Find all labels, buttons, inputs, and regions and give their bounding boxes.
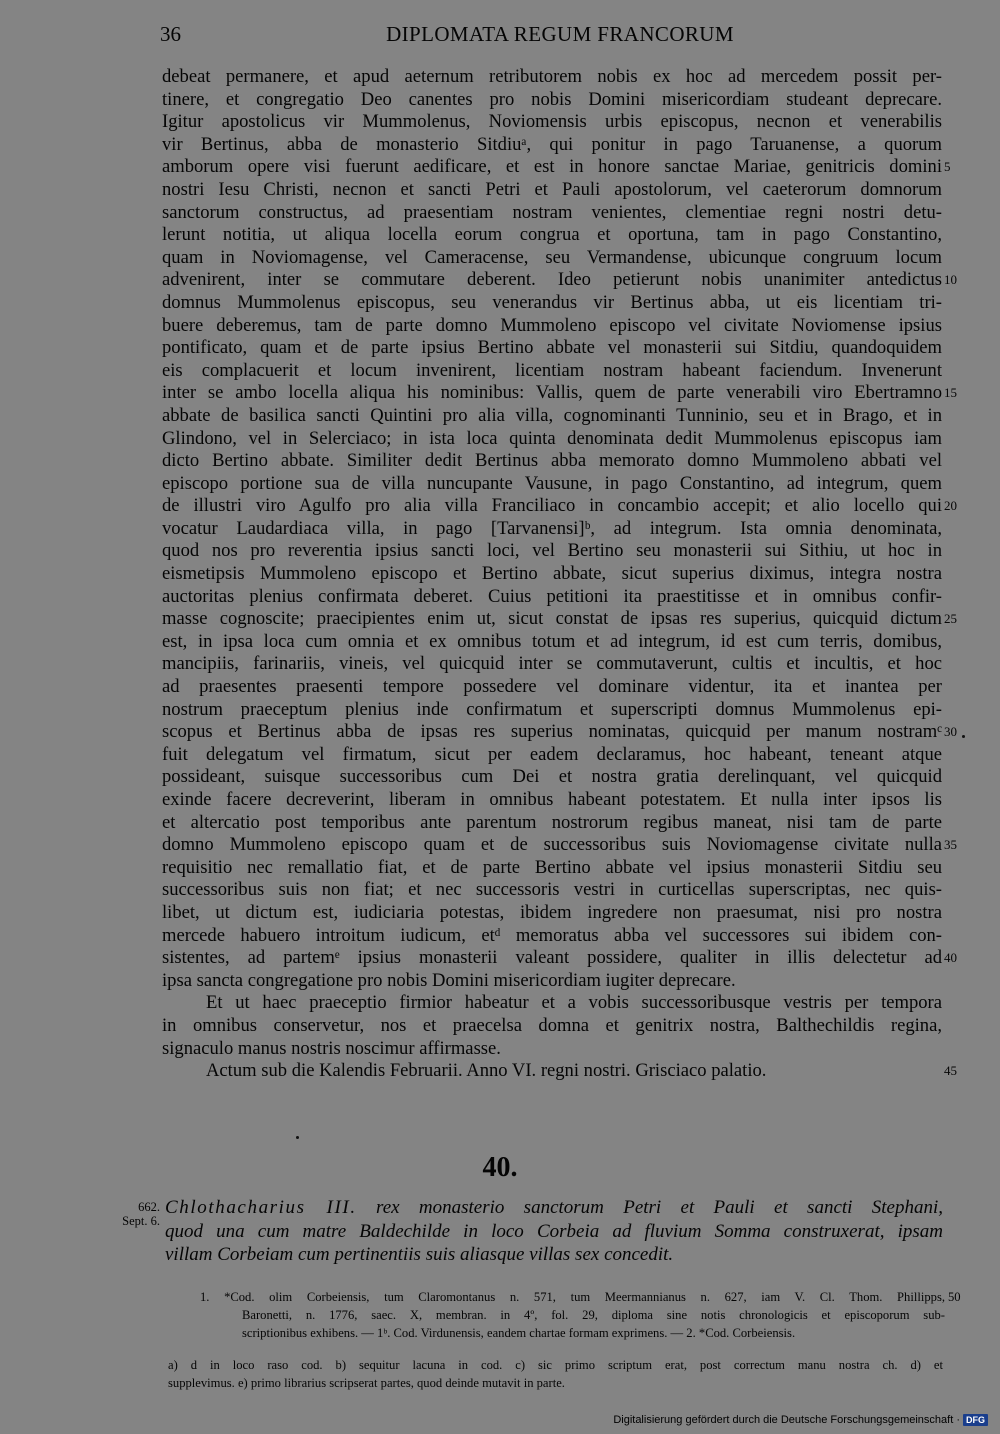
text-line: possideant, suisque successoribus cum Dei et nostra gratia derelinquant, vel quicquid (162, 766, 942, 788)
footer-text: Digitalisierung gefördert durch die Deutsche Forschungsgemeinschaft · (613, 1414, 960, 1426)
text-line: sistentes, ad partemᵉ ipsius monasterii valeant possidere, qualiter in illis delectetur ad (162, 947, 942, 969)
text-line: dicto Bertino abbate. Similiter dedit Bertinus abba memorato domno Mummoleno abbati vel (162, 450, 942, 472)
regest-line: quod una cum matre Baldechilde in loco Corbeia ad fluvium Somma construxerat, ipsam (165, 1220, 943, 1242)
text-line: libet, ut dictum est, iudiciaria potestas, ibidem ingredere non praesumat, nisi pro nostra (162, 901, 942, 923)
text-line: masse cognoscite; praecipientes enim ut, sicut constat de ipsas res superius, quicquid dictum (162, 608, 942, 630)
line-number: 45 (944, 1063, 957, 1079)
text-line: domno Mummoleno episcopo quam et de successoribus suis Noviomagense civitate nulla (162, 834, 942, 856)
text-line: Glindono, vel in Selerciaco; in ista loca quinta denominata dedit Mummolenus episcopus iam (162, 427, 942, 449)
line-number: 50 (948, 1290, 961, 1304)
text-line: pontificato, quam et de parte ipsius Bertino abbate vel monasterii sui Sitdiu, quandoquidem (162, 337, 942, 359)
text-line: exinde facere decreverint, liberam in omnibus habeant potestatem. Et nulla inter ipsos lis (162, 789, 942, 810)
text-line: signaculo manus nostris noscimur affirmasse. (162, 1037, 501, 1059)
regest-text: rex monasterio sanctorum Petri et Pauli et sancti Stephani, (356, 1197, 943, 1218)
text-line: auctoritas plenius confirmata deberet. Cuius petitioni ita praestitisse et in omnibus confir- (162, 585, 942, 607)
text-line: advenirent, inter se commutare deberent. Ideo petierunt nobis unanimiter antedictus (162, 269, 942, 291)
text-line: buere deberemus, tam de parte domno Mummoleno episcopo vel civitate Noviomense ipsius (162, 314, 942, 336)
text-line: ipsa sancta congregatione pro nobis Domini misericordiam iugiter deprecare. (162, 969, 736, 991)
text-line: successoribus suis non fiat; et nec successoris vestri in curticellas superscriptas, nec quis- (162, 879, 942, 901)
line-number: 40 (944, 950, 957, 966)
text-line: eismetipsis Mummoleno episcopo et Bertino abbate, sicut superius diximus, integra nostra (162, 563, 942, 585)
text-line: est, in ipsa loca cum omnia et ex omnibus totum et ad integrum, id est cum terris, domibus, (162, 630, 942, 652)
text-line: nostri Iesu Christi, necnon et sancti Petri et Pauli apostolorum, vel caeterorum domnorum (162, 178, 942, 200)
text-line: mercede habuero introitum iudicum, etᵈ memoratus abba vel successores sui ibidem con- (162, 924, 942, 946)
source-apparatus (200, 1288, 945, 1342)
text-line: lerunt notitia, ut aliqua locella eorum congrua et oportuna, tam in pago Constantino, (162, 224, 942, 246)
regest-line (165, 1196, 943, 1220)
date-margin (108, 1200, 160, 1228)
text-line: amborum opere visi fuerunt aedificare, et est in honore sanctae Mariae, genitricis domini (162, 156, 942, 178)
text-line: abbate de basilica sancti Quintini pro alia villa, cognominanti Tunninio, seu et in Brago, et in (162, 404, 942, 426)
text-line: eis complacuerit et locum invenirent, licentiam nostram habeant faciendum. Invenerunt (162, 359, 942, 381)
line-number: 15 (944, 385, 957, 401)
note-line: supplevimus. e) primo librarius scripserat partes, quod deinde mutavit in parte. (168, 1376, 565, 1390)
source-line: scriptionibus exhibens. — 1ᵇ. Cod. Virdunensis, eandem chartae formam exprimens. — 2. *Cod. Corbeiensis. (242, 1326, 796, 1340)
regest-line: villam Corbeiam cum pertinentiis suis aliasque villas sex concedit. (165, 1244, 674, 1265)
date-year: 662. (138, 1200, 160, 1214)
text-line: Igitur apostolicus vir Mummolenus, Noviomensis urbis episcopus, necnon et venerabilis (162, 111, 942, 133)
line-number: 20 (944, 498, 957, 514)
line-number: 35 (944, 837, 957, 853)
line-number: 30 (944, 724, 957, 740)
source-line: 1. *Cod. olim Corbeiensis, tum Claromontanus n. 571, tum Meermannianus n. 627, iam V. Cl. Thom. Phillipps, (200, 1290, 945, 1304)
text-line: Et ut haec praeceptio firmior habeatur et a vobis successoribusque vestris per tempora (206, 992, 942, 1014)
page-number: 36 (160, 22, 181, 46)
text-line: debeat permanere, et apud aeternum retributorem nobis ex hoc ad mercedem possit per- (162, 66, 942, 87)
text-line: quod nos pro reverentia ipsius sancti loci, vel Bertino seu monasterii sui Sithiu, ut hoc in (162, 540, 942, 562)
digitization-footer (613, 1414, 988, 1426)
text-line: scopus et Bertinus abba de ipsas res superius nominatas, quicquid per manum nostramᶜ (162, 721, 942, 743)
text-line: mancipiis, farinariis, vineis, vel quicquid inter se commutaverunt, cultis et incultis, et hoc (162, 653, 942, 675)
document-number: 40. (482, 1152, 518, 1183)
page-header (160, 22, 960, 52)
text-line: vocatur Laudardiaca villa, in pago [Tarvanensi]ᵇ, ad integrum. Ista omnia denominata, (162, 517, 942, 539)
text-line: episcopo portione sua de villa nuncupante Vausune, in pago Constantino, ad integrum, quem (162, 472, 942, 494)
text-line: requisitio nec remallatio fiat, et de parte Bertino abbate vel ipsius monasterii Sitdiu seu (162, 856, 942, 878)
text-line: fuit delegatum vel firmatum, sicut per eadem declaramus, hoc habeant, teneant atque (162, 743, 942, 765)
text-line: inter se ambo locella aliqua his nominibus: Vallis, quem de parte venerabili viro Ebertramno (162, 382, 942, 404)
text-line: de illustri viro Agulfo pro alia villa Franciliaco in concambio accepit; et alio locello qui (162, 495, 942, 517)
date-day: Sept. 6. (122, 1214, 160, 1228)
line-number: 5 (944, 159, 951, 175)
regest (165, 1196, 943, 1267)
critical-notes (168, 1356, 943, 1392)
source-line: Baronetti, n. 1776, saec. X, membran. in 4º, fol. 29, diploma sine notis chronologicis et episcoporum sub- (242, 1308, 945, 1322)
text-line: sanctorum constructus, ad praesentiam nostram venientes, clementiae regni nostri detu- (162, 201, 942, 223)
charter-text (162, 66, 957, 1083)
line-number: 25 (944, 611, 957, 627)
text-line: ad praesentes praesenti tempore possedere vel dominare videntur, ita et inantea per (162, 676, 942, 698)
text-line: et altercatio post temporibus ante parentum nostrorum regibus maneat, nisi tam de parte (162, 811, 942, 833)
text-line: in omnibus conservetur, nos et praecelsa domna et genitrix nostra, Balthechildis regina, (162, 1014, 942, 1036)
dfg-logo: DFG (963, 1414, 988, 1426)
regest-name: Chlothacharius III. (165, 1197, 357, 1218)
text-line: quam in Noviomagense, vel Cameracense, seu Vermandense, ubicunque congruum locum (162, 246, 942, 268)
note-line: a) d in loco raso cod. b) sequitur lacuna in cod. c) sic primo scriptum erat, post correctum manu nostra ch. d) et (168, 1358, 943, 1372)
text-line: vir Bertinus, abba de monasterio Sitdiuᵃ, qui ponitur in pago Taruanense, a quorum (162, 133, 942, 155)
scan-speck (296, 1136, 299, 1139)
text-line: nostrum praeceptum plenius inde confirmatum et superscripti domnus Mummolenus epi- (162, 698, 942, 720)
scan-speck (962, 735, 965, 738)
line-number: 10 (944, 272, 957, 288)
running-title: DIPLOMATA REGUM FRANCORUM (386, 22, 734, 46)
text-line: tinere, et congregatio Deo canentes pro nobis Domini misericordiam studeant deprecare. (162, 88, 942, 110)
text-line: domnus Mummolenus episcopus, seu venerandus vir Bertinus abba, ut eis licentiam tri- (162, 291, 942, 313)
text-line: Actum sub die Kalendis Februarii. Anno VI. regni nostri. Grisciaco palatio. (206, 1060, 767, 1082)
